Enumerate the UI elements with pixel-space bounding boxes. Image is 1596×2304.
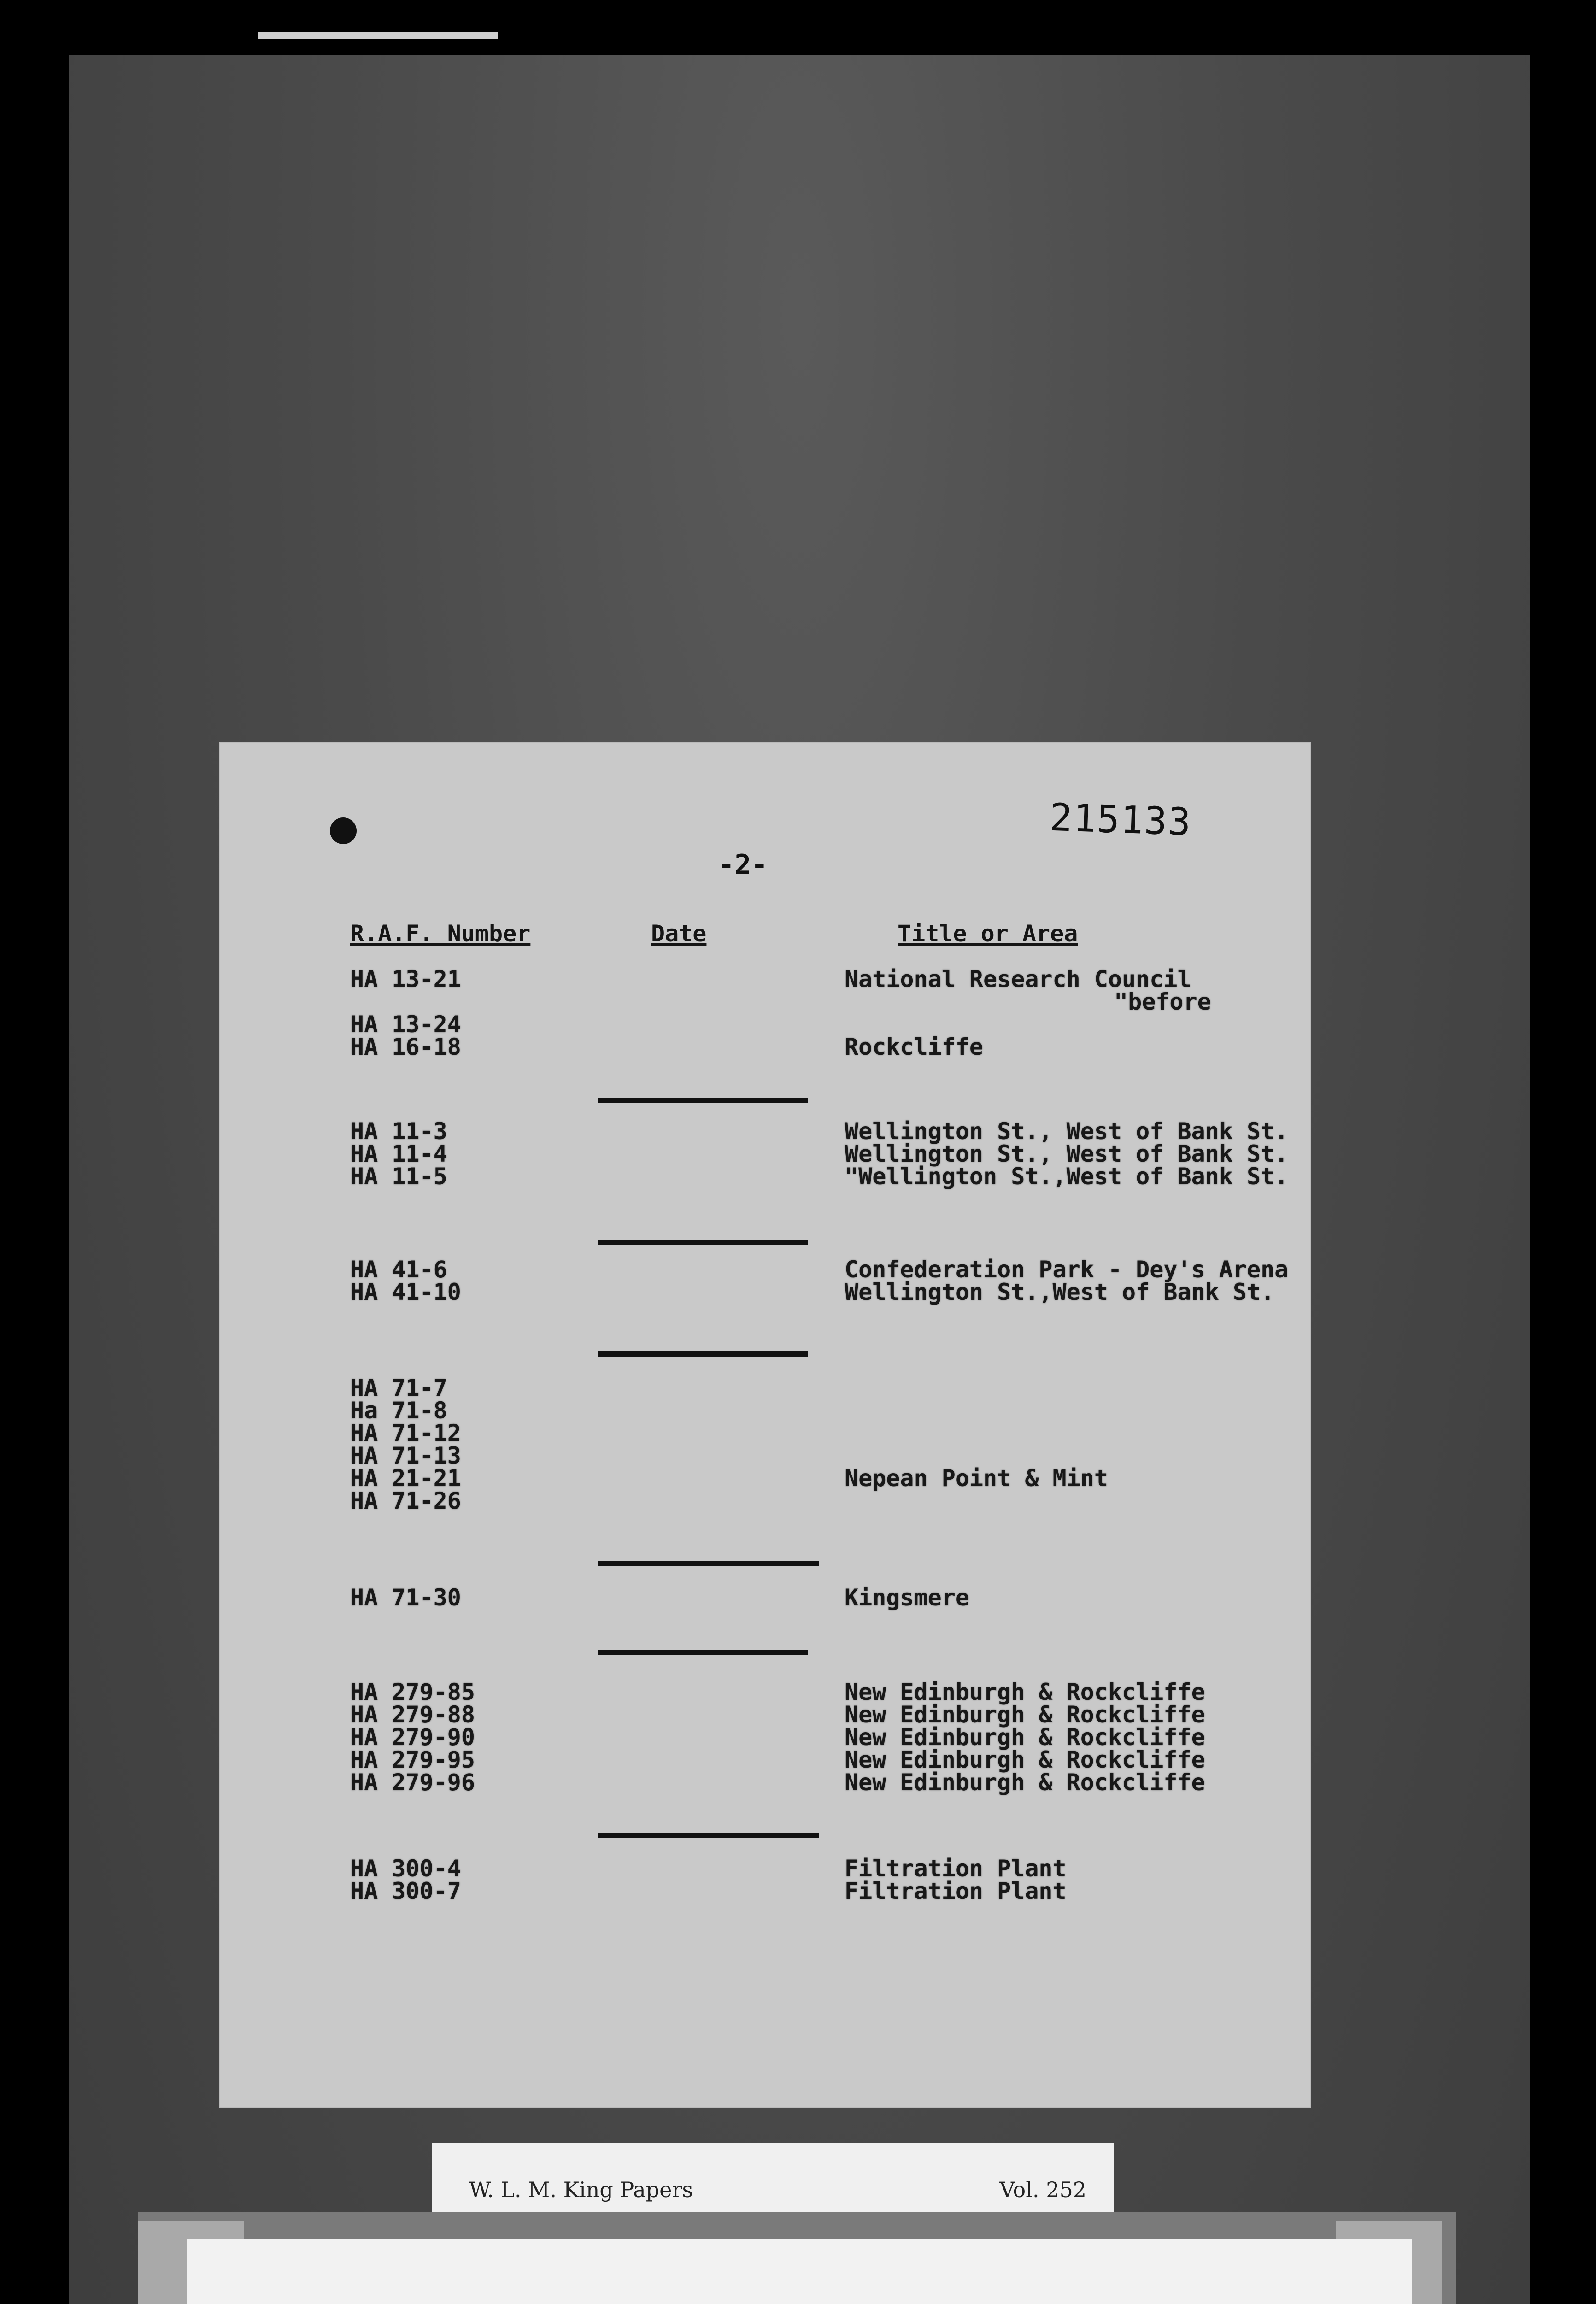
entry-title: "Wellington St.,West of Bank St.: [845, 1163, 1289, 1190]
entry-number: HA 11-5: [350, 1163, 447, 1190]
group-divider: [598, 1833, 819, 1838]
entry-number: HA 11-3: [350, 1118, 447, 1145]
entry-number: HA 71-26: [350, 1487, 461, 1514]
group-divider: [598, 1650, 808, 1655]
entry-title: Wellington St., West of Bank St.: [845, 1118, 1289, 1145]
collection-name: W. L. M. King Papers: [469, 2177, 693, 2202]
entry-title: Kingsmere: [845, 1584, 969, 1611]
entry-title: New Edinburgh & Rockcliffe: [845, 1701, 1205, 1728]
entry-title: New Edinburgh & Rockcliffe: [845, 1769, 1205, 1796]
header-date: Date: [651, 920, 707, 947]
entry-number: HA 71-13: [350, 1442, 461, 1469]
entry-number: HA 279-90: [350, 1724, 475, 1751]
entry-number: HA 13-24: [350, 1011, 461, 1038]
entry-number: HA 300-7: [350, 1878, 461, 1904]
entry-number: HA 279-88: [350, 1701, 475, 1728]
document-page: [220, 743, 1310, 2107]
group-divider: [598, 1240, 808, 1245]
entry-title: Nepean Point & Mint: [845, 1465, 1108, 1492]
entry-number: Ha 71-8: [350, 1397, 447, 1424]
entry-title: New Edinburgh & Rockcliffe: [845, 1679, 1205, 1705]
entry-title: Filtration Plant: [845, 1878, 1067, 1904]
entry-number: HA 279-96: [350, 1769, 475, 1796]
archives-card: [187, 2239, 1412, 2304]
entry-title: Filtration Plant: [845, 1855, 1067, 1882]
entry-title: New Edinburgh & Rockcliffe: [845, 1724, 1205, 1751]
header-number: R.A.F. Number: [350, 920, 531, 947]
entry-number: HA 13-21: [350, 966, 461, 993]
entry-number: HA 71-12: [350, 1420, 461, 1446]
volume-number: Vol. 252: [999, 2177, 1086, 2202]
entry-number: HA 71-30: [350, 1584, 461, 1611]
entry-number: HA 16-18: [350, 1034, 461, 1060]
group-divider: [598, 1351, 808, 1357]
entry-number: HA 279-95: [350, 1746, 475, 1773]
document-number: 215133: [1049, 795, 1192, 845]
entry-title: Rockcliffe: [845, 1034, 984, 1060]
group-divider: [598, 1561, 819, 1566]
entry-number: HA 300-4: [350, 1855, 461, 1882]
film-edge: [258, 32, 498, 39]
entry-title: "before: [1114, 988, 1211, 1015]
entry-number: HA 21-21: [350, 1465, 461, 1492]
entry-title: Wellington St.,West of Bank St.: [845, 1279, 1275, 1305]
group-divider: [598, 1098, 808, 1103]
page-mark: -2-: [718, 849, 768, 881]
entry-title: Wellington St., West of Bank St.: [845, 1140, 1289, 1167]
entry-number: HA 41-6: [350, 1256, 447, 1283]
entry-number: HA 41-10: [350, 1279, 461, 1305]
punch-hole: [330, 817, 357, 844]
entry-title: National Research Council: [845, 966, 1191, 993]
entry-title: Confederation Park - Dey's Arena: [845, 1256, 1289, 1283]
entry-number: HA 71-7: [350, 1375, 447, 1401]
entry-number: HA 279-85: [350, 1679, 475, 1705]
entry-title: New Edinburgh & Rockcliffe: [845, 1746, 1205, 1773]
header-title: Title or Area: [898, 920, 1078, 947]
entry-number: HA 11-4: [350, 1140, 447, 1167]
